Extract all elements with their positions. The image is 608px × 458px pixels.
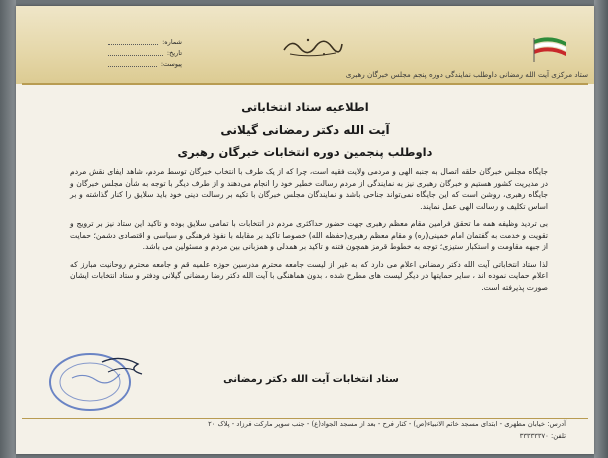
- body-paragraph-2: بی تردید وظیفه همه ما تحقق فرامین مقام معظم رهبری جهت حضور حداکثری مردم در انتخابات با تمامی سلایق بوده و تاکید این ستاد نیز بر ترویج و تقویت و خدمت به گفتمان امام خمینی(ره) و مقام معظم رهبری(حفظه الله) خصوصا تاکید بر مقابله با نفوذ فرهنگی و سیاسی و اقتصادی دشمن؛ حمایت از جبهه مقاومت و استکبار ستیزی؛ توجه به خطوط قرمز همچون فتنه و تاکید بر همدلی و همزبانی بین مردم و مسئولین می باشد.: [70, 219, 548, 251]
- photo-border-left: [0, 0, 16, 458]
- ref-number-label: شماره:: [162, 37, 182, 46]
- reference-fields: [108, 36, 182, 69]
- candidate-name: آیت الله دکتر رمضانی گیلانی: [220, 123, 390, 137]
- calligraphy-logo-icon: [280, 32, 346, 60]
- header-divider: [22, 83, 588, 85]
- ref-attachment-line: [108, 60, 157, 67]
- letterhead-header-line: ستاد مرکزی آیت الله رمضانی داوطلب نمایندگی دوره پنجم مجلس خبرگان رهبری: [345, 70, 588, 79]
- ref-date-line: [108, 49, 163, 56]
- letterhead: [16, 6, 594, 84]
- official-stamp-icon: [42, 344, 152, 414]
- ref-attachment-label: پیوست:: [160, 59, 182, 68]
- announcement-body: [70, 166, 548, 299]
- flag-emblem-icon: [530, 34, 570, 64]
- ref-date-row: [108, 47, 182, 58]
- body-paragraph-1: جایگاه مجلس خبرگان حلقه اتصال به جنبه الهی و مردمی ولایت فقیه است، چرا که از یک طرف با انتخاب خبرگان توسط مردم، شاهد ایفای نقش مردم در مدیریت کشور هستیم و خبرگان رهبری نیز به نمایندگی از مردم رسالت خطیر خود را انجام می‌دهند و از طرف دیگر با توجه به شأن مجلس خبرگان و جایگاه رهبری، روشن است که این جایگاه نمی‌تواند جناحی باشد و نمایندگان مجلس خبرگان با تکیه بر رسالت دینی خود باید سلایق را کنار گذاشته و بر اساس تکلیف و رسالت الهی عمل نمایند.: [70, 167, 548, 211]
- footer-divider: [22, 418, 588, 419]
- footer-phone: تلفن: ۳۳۳۳۳۳۷۰: [519, 432, 566, 440]
- candidacy-subtitle: داوطلب پنجمین دوره انتخابات خبرگان رهبری: [177, 145, 433, 159]
- photo-border-right: [594, 0, 608, 458]
- signature-title: ستاد انتخابات آیت الله دکتر رمضانی: [223, 374, 399, 385]
- ref-date-label: تاریخ:: [166, 48, 182, 57]
- ref-number-line: [108, 38, 158, 45]
- footer-address: آدرس: خیابان مطهری - ابتدای مسجد خاتم الانبیاء(ص) - کنار فرح - بعد از مسجد الجواد(ع) - جنب سوپر مارکت فرزاد - پلاک ۲۰: [208, 420, 566, 428]
- announcement-title: اطلاعیه ستاد انتخاباتی: [241, 100, 369, 114]
- letter-page: [16, 6, 594, 454]
- body-paragraph-3: لذا ستاد انتخاباتی آیت الله دکتر رمضانی اعلام می دارد که به غیر از لیست جامعه محترم مدرسین حوزه علمیه قم و جامعه محترم روحانیت مبارز که اعلام حمایت نموده اند ، سایر حمایتها در دیگر لیست های مطرح شده ، بدون هماهنگی با آیت الله دکتر رضا رمضانی گیلانی ودفتر و ستاد انتخابات ایشان صورت پذیرفته است.: [70, 259, 548, 292]
- ref-number-row: [108, 36, 182, 47]
- ref-attachment-row: [108, 58, 182, 69]
